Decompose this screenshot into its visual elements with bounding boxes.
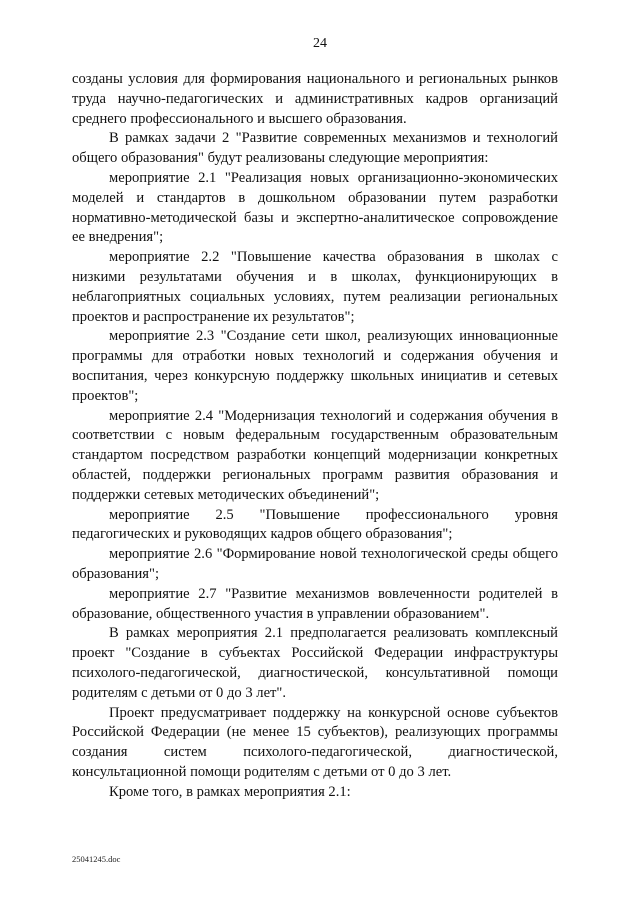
paragraph-additionally: Кроме того, в рамках мероприятия 2.1: <box>109 783 351 800</box>
paragraph-measure-2-5: мероприятие 2.5 "Повышение профессионального уровня педагогических и руководящих кадров общего образования"; <box>72 506 558 543</box>
paragraph-measure-2-3: мероприятие 2.3 "Создание сети школ, реализующих инновационные программы для отработки новых технологий и содержания обучения и воспитания, через конкурсную поддержку школьных инициатив и сетевых проектов"; <box>72 328 558 404</box>
paragraph-project-support: Проект предусматривает поддержку на конкурсной основе субъектов Российской Федерации (не менее 15 субъектов), реализующих программы создания систем психолого-педагогической, диагностической, консультационной помощи родителям с детьми от 0 до 3 лет. <box>72 704 558 780</box>
paragraph-measure-2-6: мероприятие 2.6 "Формирование новой технологической среды общего образования"; <box>72 546 558 582</box>
paragraph-measure-2-7: мероприятие 2.7 "Развитие механизмов вовлеченности родителей в образование, общественного участия в управлении образованием". <box>72 585 558 622</box>
paragraph-task-2-intro: В рамках задачи 2 "Развитие современных механизмов и технологий общего образования" будут реализованы следующие мероприятия: <box>72 130 558 167</box>
page-number: 24 <box>313 36 327 51</box>
paragraph-continuation: созданы условия для формирования национального и региональных рынков труда научно-педагогических и административных кадров организаций среднего профессионального и высшего образования. <box>72 71 558 127</box>
paragraph-measure-2-2: мероприятие 2.2 "Повышение качества образования в школах с низкими результатами обучения и в школах, функционирующих в неблагоприятных социальных условиях, путем реализации региональных проектов и распространение их результатов"; <box>72 249 558 325</box>
document-body <box>72 70 558 802</box>
paragraph-measure-2-4: мероприятие 2.4 "Модернизация технологий и содержания обучения в соответствии с новым федеральным государственным образовательным стандартом посредством разработки концепций модернизации конкретных областей, поддержки региональных программ развития образования и поддержки сетевых методических объединений"; <box>72 407 558 503</box>
footer-filename: 25041245.doc <box>72 854 121 864</box>
paragraph-project-description: В рамках мероприятия 2.1 предполагается реализовать комплексный проект "Создание в субъектах Российской Федерации инфраструктуры психолого-педагогической, диагностической, консультативной помощи родителям с детьми от 0 до 3 лет". <box>72 625 558 701</box>
paragraph-measure-2-1: мероприятие 2.1 "Реализация новых организационно-экономических моделей и стандартов в дошкольном образовании путем разработки нормативно-методической базы и экспертно-аналитическое сопровождение ее внедрения"; <box>72 169 558 246</box>
